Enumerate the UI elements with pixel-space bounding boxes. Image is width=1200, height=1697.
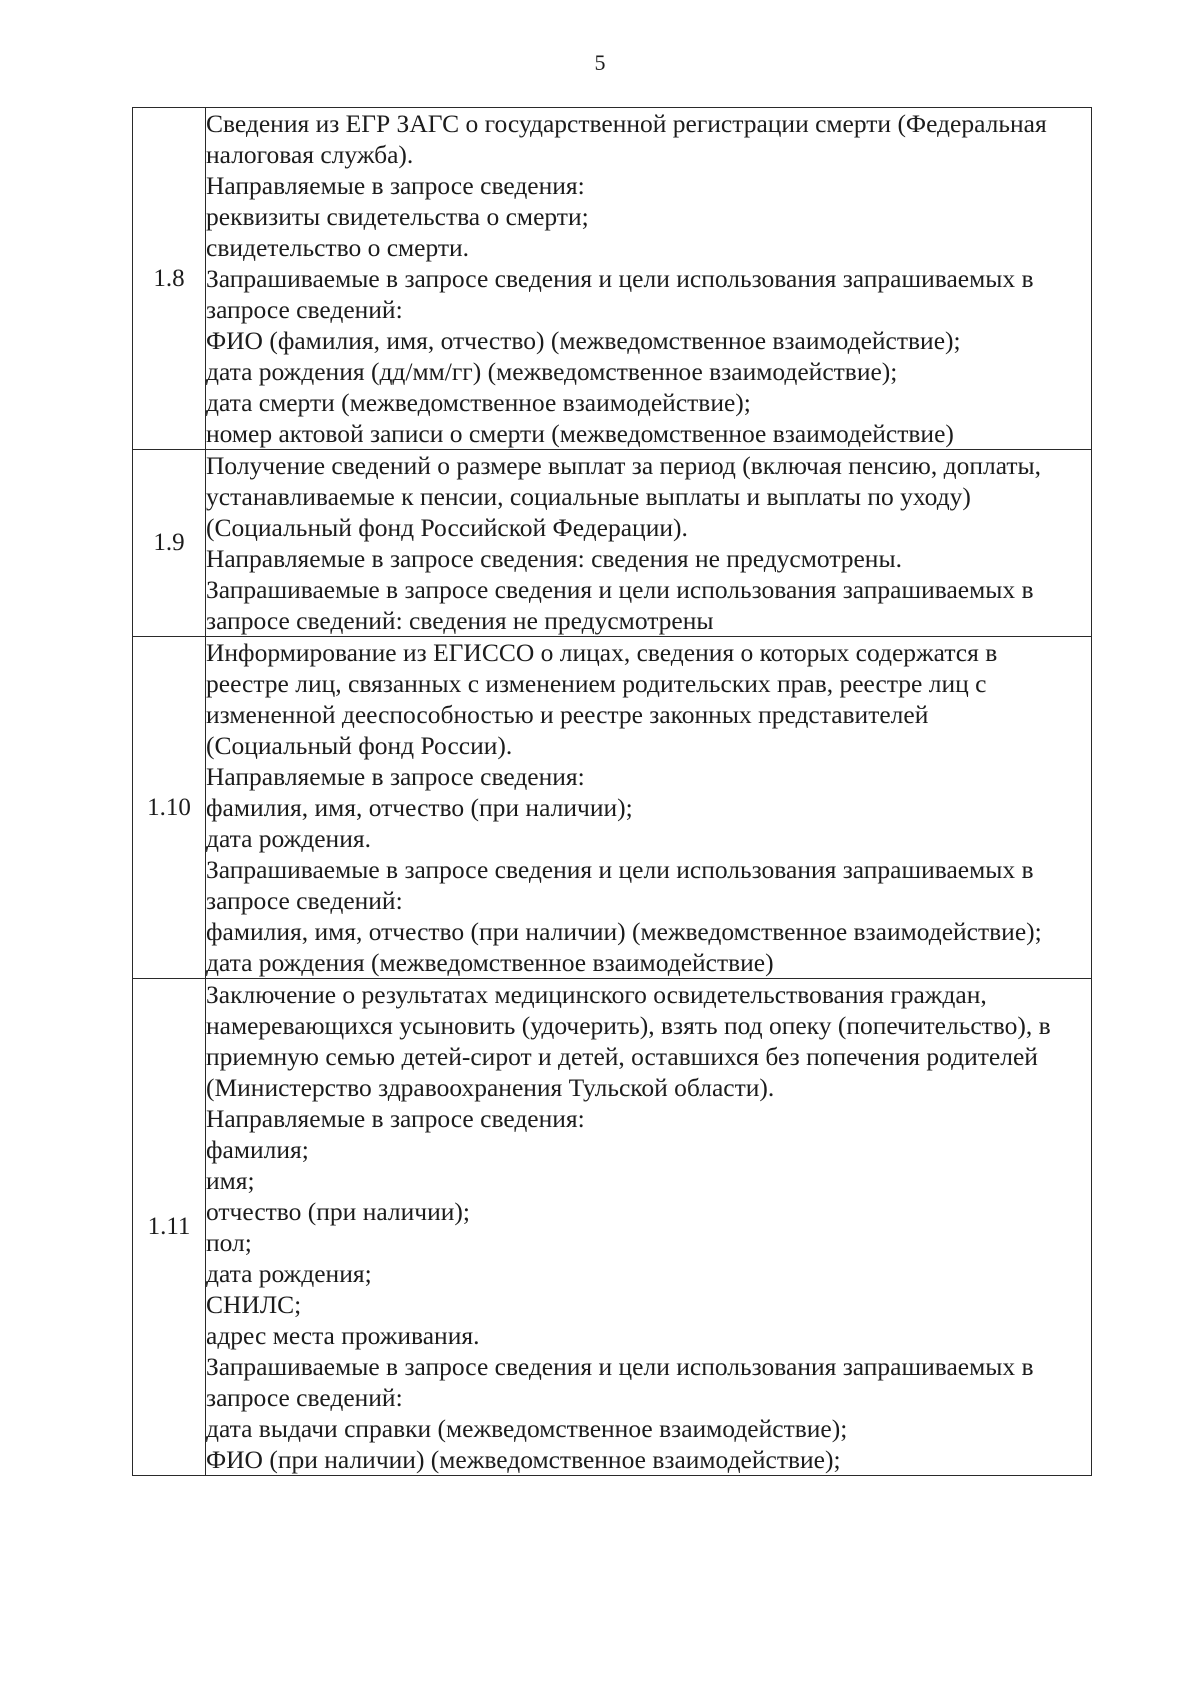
content-line: приемную семью детей-сирот и детей, оставшихся без попечения родителей [206, 1042, 1038, 1071]
content-line: Запрашиваемые в запросе сведения и цели использования запрашиваемых в [206, 264, 1034, 293]
content-line: Направляемые в запросе сведения: [206, 171, 585, 200]
content-line: СНИЛС; [206, 1290, 302, 1319]
content-line: устанавливаемые к пенсии, социальные выплаты и выплаты по уходу) [206, 482, 971, 511]
content-line: запросе сведений: [206, 295, 403, 324]
content-line: Запрашиваемые в запросе сведения и цели использования запрашиваемых в [206, 1352, 1034, 1381]
content-line: запросе сведений: [206, 886, 403, 915]
content-line: (Министерство здравоохранения Тульской области). [206, 1073, 775, 1102]
content-line: (Социальный фонд России). [206, 731, 513, 760]
content-line: налоговая служба). [206, 140, 414, 169]
content-line: дата смерти (межведомственное взаимодействие); [206, 388, 751, 417]
content-line: Направляемые в запросе сведения: [206, 762, 585, 791]
document-table [132, 107, 1092, 1476]
row-content [206, 450, 1092, 637]
content-line: Запрашиваемые в запросе сведения и цели использования запрашиваемых в [206, 575, 1034, 604]
page-number: 5 [594, 50, 606, 75]
content-line: фамилия, имя, отчество (при наличии) (межведомственное взаимодействие); [206, 917, 1042, 946]
row-content [206, 637, 1092, 979]
content-line: Сведения из ЕГР ЗАГС о государственной регистрации смерти (Федеральная [206, 109, 1047, 138]
row-content [206, 979, 1092, 1476]
row-content [206, 108, 1092, 450]
table-row [133, 979, 1092, 1476]
content-line: измененной дееспособностью и реестре законных представителей [206, 700, 929, 729]
content-line: Направляемые в запросе сведения: сведения не предусмотрены. [206, 544, 902, 573]
content-line: (Социальный фонд Российской Федерации). [206, 513, 688, 542]
content-line: реестре лиц, связанных с изменением родительских прав, реестре лиц с [206, 669, 987, 698]
content-line: запросе сведений: [206, 1383, 403, 1412]
row-number: 1.8 [133, 108, 206, 450]
content-line: дата рождения (межведомственное взаимодействие) [206, 948, 774, 977]
content-line: пол; [206, 1228, 252, 1257]
content-line: запросе сведений: сведения не предусмотрены [206, 606, 714, 635]
content-line: реквизиты свидетельства о смерти; [206, 202, 589, 231]
content-line: дата рождения. [206, 824, 371, 853]
content-line: фамилия, имя, отчество (при наличии); [206, 793, 633, 822]
content-line: Запрашиваемые в запросе сведения и цели использования запрашиваемых в [206, 855, 1034, 884]
row-number: 1.11 [133, 979, 206, 1476]
content-line: дата рождения; [206, 1259, 372, 1288]
content-line: ФИО (при наличии) (межведомственное взаимодействие); [206, 1445, 841, 1474]
content-line: адрес места проживания. [206, 1321, 480, 1350]
content-line: ФИО (фамилия, имя, отчество) (межведомственное взаимодействие); [206, 326, 961, 355]
content-line: свидетельство о смерти. [206, 233, 470, 262]
table-row [133, 450, 1092, 637]
row-number: 1.9 [133, 450, 206, 637]
content-line: Заключение о результатах медицинского освидетельствования граждан, [206, 980, 987, 1009]
content-line: Направляемые в запросе сведения: [206, 1104, 585, 1133]
table-row [133, 637, 1092, 979]
row-number: 1.10 [133, 637, 206, 979]
content-line: отчество (при наличии); [206, 1197, 470, 1226]
content-line: имя; [206, 1166, 255, 1195]
content-line: Получение сведений о размере выплат за период (включая пенсию, доплаты, [206, 451, 1042, 480]
content-line: номер актовой записи о смерти (межведомственное взаимодействие) [206, 419, 954, 448]
table-body [133, 108, 1092, 1476]
content-line: намеревающихся усыновить (удочерить), взять под опеку (попечительство), в [206, 1011, 1051, 1040]
content-line: дата рождения (дд/мм/гг) (межведомственное взаимодействие); [206, 357, 898, 386]
content-line: дата выдачи справки (межведомственное взаимодействие); [206, 1414, 848, 1443]
content-line: Информирование из ЕГИССО о лицах, сведения о которых содержатся в [206, 638, 998, 667]
content-line: фамилия; [206, 1135, 309, 1164]
table-row [133, 108, 1092, 450]
